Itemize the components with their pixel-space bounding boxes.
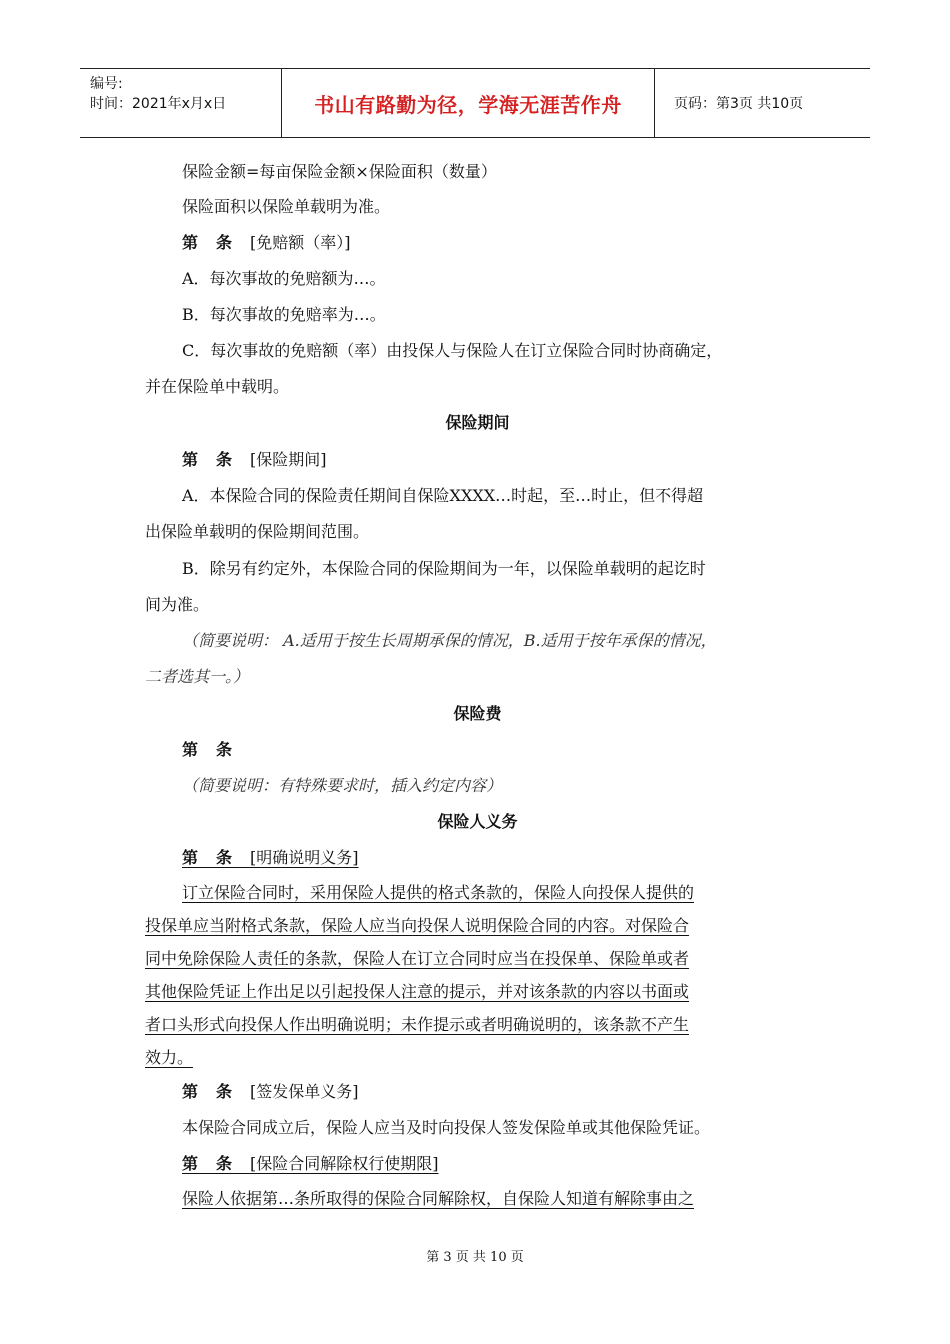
article-heading [182, 846, 359, 870]
header-meta-cell [80, 69, 280, 137]
document-header [80, 68, 870, 138]
note-line: 二者选其一。） [145, 667, 250, 686]
text-line: 保险金额=每亩保险金额×保险面积（数量） [182, 162, 497, 181]
text-line: 保险面积以保险单载明为准。 [182, 197, 391, 216]
text-line: A．每次事故的免赔额为…。 [182, 269, 386, 288]
article-heading [182, 1080, 359, 1104]
text-line: 同中免除保险人责任的条款，保险人在订立合同时应当在投保单、保险单或者 [145, 949, 690, 968]
header-motto: 书山有路勤为径，学海无涯苦作舟 [281, 69, 655, 137]
article-title: [保险合同解除权行使期限] [250, 1154, 439, 1173]
article-label: 第条 [182, 1154, 251, 1173]
article-heading [182, 448, 327, 472]
section-title: 保险费 [453, 704, 502, 723]
article-label: 第条 [182, 740, 251, 759]
time-label: 时间：2021年x月x日 [90, 96, 227, 112]
text-line: C．每次事故的免赔额（率）由投保人与保险人在订立保险合同时协商确定， [182, 341, 723, 360]
page-footer: 第 3 页 共 10 页 [426, 1250, 524, 1265]
article-heading [182, 738, 250, 762]
serial-label: 编号: [90, 76, 123, 92]
article-heading [182, 1152, 439, 1176]
article-title: [保险期间] [250, 450, 327, 469]
header-page-cell [664, 69, 870, 137]
text-line: 投保单应当附格式条款，保险人应当向投保人说明保险合同的内容。对保险合 [145, 916, 690, 935]
article-heading [182, 231, 351, 255]
text-line: 其他保险凭证上作出足以引起投保人注意的提示，并对该条款的内容以书面或 [145, 982, 690, 1001]
note-line: （简要说明： A.适用于按生长周期承保的情况，B.适用于按年承保的情况， [182, 631, 717, 650]
article-label: 第条 [182, 233, 251, 252]
text-line: 者口头形式向投保人作出明确说明；未作提示或者明确说明的，该条款不产生 [145, 1015, 690, 1034]
article-title: [明确说明义务] [250, 848, 359, 867]
text-line: 并在保险单中载明。 [145, 377, 290, 396]
article-label: 第条 [182, 848, 251, 867]
article-title: [签发保单义务] [250, 1082, 359, 1101]
text-line: 效力。 [145, 1048, 194, 1067]
text-line: 保险人依据第…条所取得的保险合同解除权，自保险人知道有解除事由之 [182, 1189, 695, 1208]
text-line: A．本保险合同的保险责任期间自保险XXXX…时起，至…时止，但不得超 [182, 486, 704, 505]
text-line: 本保险合同成立后，保险人应当及时向投保人签发保险单或其他保险凭证。 [182, 1118, 711, 1137]
text-line: 出保险单载明的保险期间范围。 [145, 522, 370, 541]
section-title: 保险人义务 [437, 812, 518, 831]
section-title: 保险期间 [445, 413, 510, 432]
text-line: 订立保险合同时，采用保险人提供的格式条款的，保险人向投保人提供的 [182, 883, 695, 902]
article-label: 第条 [182, 1082, 251, 1101]
text-line: 间为准。 [145, 595, 210, 614]
page-label: 页码：第3页 共10页 [674, 96, 804, 112]
text-line: B．每次事故的免赔率为…。 [182, 305, 386, 324]
note-line: （简要说明：有特殊要求时，插入约定内容） [182, 776, 503, 795]
article-label: 第条 [182, 450, 251, 469]
text-line: B．除另有约定外，本保险合同的保险期间为一年，以保险单载明的起讫时 [182, 559, 706, 578]
article-title: [免赔额（率）] [250, 233, 351, 252]
